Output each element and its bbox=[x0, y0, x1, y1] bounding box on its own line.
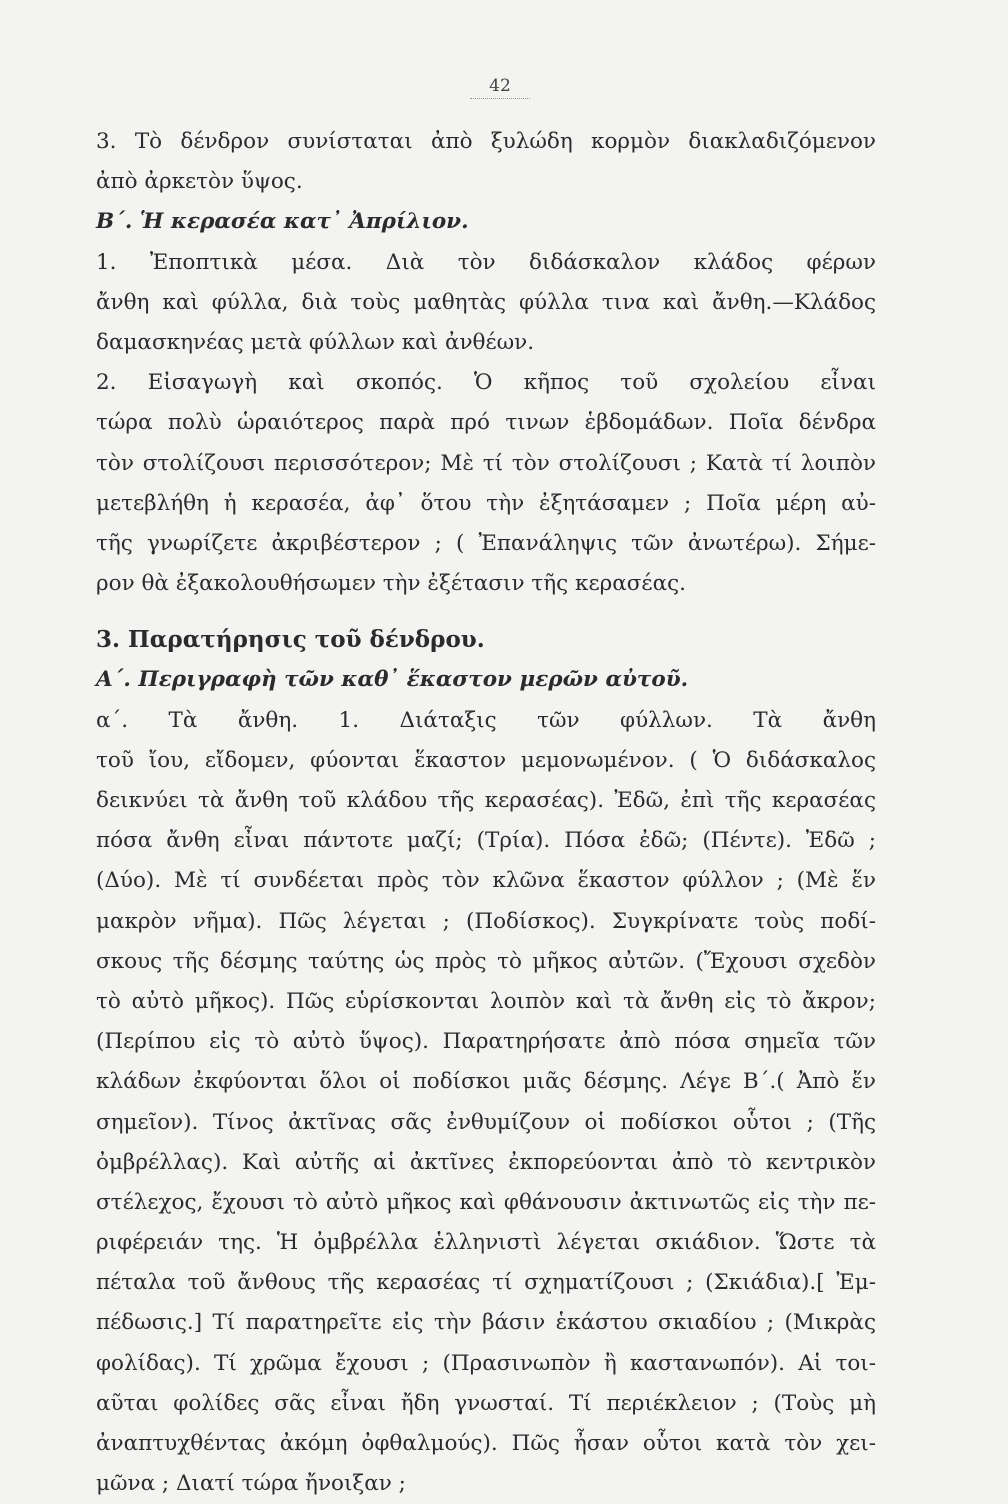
section-gap bbox=[96, 604, 876, 620]
text-line: ἄνθη καὶ φύλλα, διὰ τοὺς μαθητὰς φύλλα τινα καὶ ἄνθη.—Κλάδος bbox=[96, 289, 876, 315]
text-line: μετεβλήθη ἡ κερασέα, ἀφ᾽ ὅτου τὴν ἐξητάσαμεν ; Ποῖα μέρη αὐ- bbox=[96, 490, 876, 516]
text-line: τῆς γνωρίζετε ἀκριβέστερον ; ( Ἐπανάληψις τῶν ἀνωτέρω). Σήμε- bbox=[96, 530, 876, 556]
text-line: ἀπὸ ἀρκετὸν ὕψος. bbox=[96, 169, 303, 195]
page-number: 42 bbox=[470, 76, 530, 99]
text-line: τοῦ ἴου, εἴδομεν, φύονται ἕκαστον μεμονωμένον. ( Ὁ διδάσκαλος bbox=[96, 747, 876, 773]
text-line: α΄. Τὰ ἄνθη. 1. Διάταξις τῶν φύλλων. Τὰ ἄνθη bbox=[96, 707, 876, 733]
text-line: τὸ αὐτὸ μῆκος). Πῶς εὑρίσκονται λοιπὸν καὶ τὰ ἄνθη εἰς τὸ ἄκρον; bbox=[96, 988, 876, 1014]
text-line: 3. Τὸ δένδρον συνίσταται ἀπὸ ξυλώδη κορμὸν διακλαδιζόμενον bbox=[96, 129, 876, 154]
text-line: στέλεχος, ἔχουσι τὸ αὐτὸ μῆκος καὶ φθάνουσιν ἀκτινωτῶς εἰς τὴν πε- bbox=[96, 1189, 876, 1215]
section-heading-line: Α΄. Περιγραφὴ τῶν καθ᾽ ἕκαστον μερῶν αὐτοῦ. bbox=[96, 667, 689, 693]
text-line: μῶνα ; Διατί τώρα ἤνοιξαν ; bbox=[96, 1471, 406, 1497]
section-heading-line: 3. Παρατήρησις τοῦ δένδρου. bbox=[96, 626, 485, 654]
text-line: τώρα πολὺ ὡραιότερος παρὰ πρό τινων ἑβδομάδων. Ποῖα δένδρα bbox=[96, 410, 876, 436]
text-line: φολίδας). Τί χρῶμα ἔχουσι ; (Πρασινωπὸν ἢ καστανωπόν). Αἱ τοι- bbox=[96, 1350, 876, 1376]
text-line: πέταλα τοῦ ἄνθους τῆς κερασέας τί σχηματίζουσι ; (Σκιάδια).[ Ἐμ- bbox=[96, 1270, 876, 1296]
section-heading-line: Β΄. Ἡ κερασέα κατ᾽ Ἀπρίλιον. bbox=[96, 209, 469, 235]
text-line: δεικνύει τὰ ἄνθη τοῦ κλάδου τῆς κερασέας). Ἐδῶ, ἐπὶ τῆς κερασέας bbox=[96, 788, 876, 813]
text-line: ρον θὰ ἐξακολουθήσωμεν τὴν ἐξέτασιν τῆς κερασέας. bbox=[96, 571, 686, 597]
text-line: (Περίπου εἰς τὸ αὐτὸ ὕψος). Παρατηρήσατε ἀπὸ πόσα σημεῖα τῶν bbox=[96, 1029, 876, 1055]
text-line: δαμασκηνέας μετὰ φύλλων καὶ ἀνθέων. bbox=[96, 329, 535, 355]
text-line: ὀμβρέλλας). Καὶ αὐτῆς αἱ ἀκτῖνες ἐκπορεύονται ἀπὸ τὸ κεντρικὸν bbox=[96, 1149, 876, 1175]
text-line: σκους τῆς δέσμης ταύτης ὡς πρὸς τὸ μῆκος αὐτῶν. (Ἔχουσι σχεδὸν bbox=[96, 948, 876, 974]
body-text bbox=[96, 122, 876, 1504]
text-line: τὸν στολίζουσι περισσότερον; Μὲ τί τὸν στολίζουσι ; Κατὰ τί λοιπὸν bbox=[96, 450, 876, 476]
text-line: σημεῖον). Τίνος ἀκτῖνας σᾶς ἐνθυμίζουν οἱ ποδίσκοι οὗτοι ; (Τῆς bbox=[96, 1109, 876, 1135]
text-line: 1. Ἐποπτικὰ μέσα. Διὰ τὸν διδάσκαλον κλάδος φέρων bbox=[96, 249, 876, 275]
text-line: 2. Εἰσαγωγὴ καὶ σκοπός. Ὁ κῆπος τοῦ σχολείου εἶναι bbox=[96, 370, 876, 396]
text-line: ριφέρειάν της. Ἡ ὀμβρέλλα ἑλληνιστὶ λέγεται σκιάδιον. Ὥστε τὰ bbox=[96, 1230, 876, 1256]
text-line: πέδωσις.] Τί παρατηρεῖτε εἰς τὴν βάσιν ἑκάστου σκιαδίου ; (Μικρὰς bbox=[96, 1310, 876, 1336]
text-line: κλάδων ἐκφύονται ὅλοι οἱ ποδίσκοι μιᾶς δέσμης. Λέγε Β΄.( Ἀπὸ ἕν bbox=[96, 1069, 876, 1095]
text-line: αῦται φολίδες σᾶς εἶναι ἤδη γνωσταί. Τί περιέκλειον ; (Τοὺς μὴ bbox=[96, 1390, 876, 1416]
text-line: (Δύο). Μὲ τί συνδέεται πρὸς τὸν κλῶνα ἕκαστον φύλλον ; (Μὲ ἕν bbox=[96, 868, 876, 894]
text-line: πόσα ἄνθη εἶναι πάντοτε μαζί; (Τρία). Πόσα ἐδῶ; (Πέντε). Ἐδῶ ; bbox=[96, 828, 876, 854]
text-line: μακρὸν νῆμα). Πῶς λέγεται ; (Ποδίσκος). Συγκρίνατε τοὺς ποδί- bbox=[96, 908, 876, 934]
text-line: ἀναπτυχθέντας ἀκόμη ὀφθαλμούς). Πῶς ἦσαν οὗτοι κατὰ τὸν χει- bbox=[96, 1431, 876, 1456]
